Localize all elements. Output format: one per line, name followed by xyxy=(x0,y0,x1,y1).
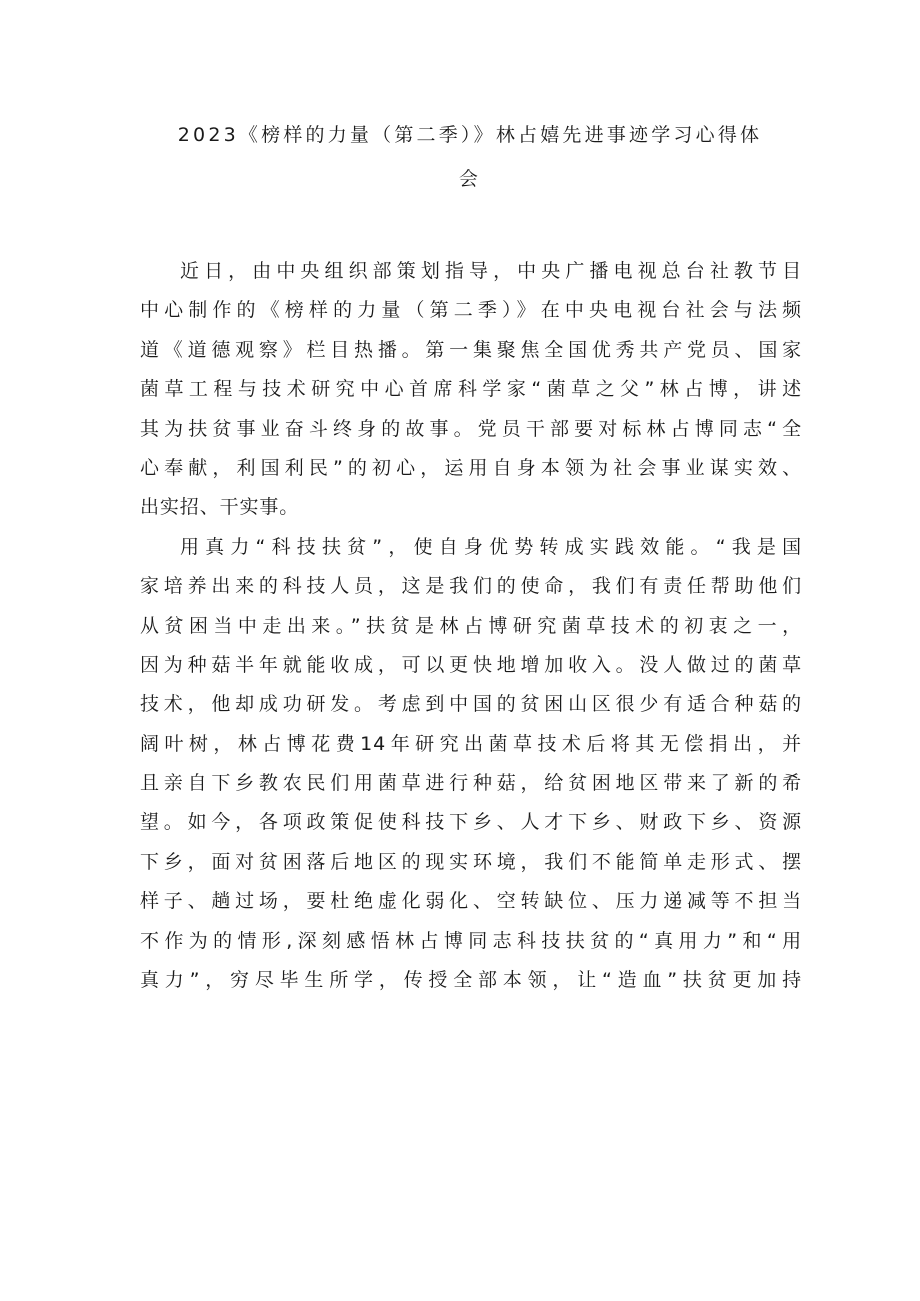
document-title xyxy=(140,113,800,201)
paragraph-line: 菌草工程与技术研究中心首席科学家“菌草之父”林占博，讲述 xyxy=(140,378,802,401)
paragraph-line: 因为种菇半年就能收成，可以更快地增加收入。没人做过的菌草 xyxy=(140,653,802,676)
paragraph-line: 出实招、干实事。 xyxy=(140,496,300,519)
paragraph-line: 道《道德观察》栏目热播。第一集聚焦全国优秀共产党员、国家 xyxy=(140,338,802,361)
paragraph-2 xyxy=(140,528,802,1001)
paragraph-line: 技术，他却成功研发。考虑到中国的贫困山区很少有适合种菇的 xyxy=(140,693,802,716)
paragraph-line: 真力”，穷尽毕生所学，传授全部本领，让“造血”扶贫更加持 xyxy=(140,969,802,992)
paragraph-line: 其为扶贫事业奋斗终身的故事。党员干部要对标林占博同志“全 xyxy=(140,417,802,440)
paragraph-line: 阔叶树，林占博花费14年研究出菌草技术后将其无偿捐出，并 xyxy=(140,732,802,755)
paragraph-line: 下乡，面对贫困落后地区的现实环境，我们不能简单走形式、摆 xyxy=(140,850,802,873)
paragraph-line: 且亲自下乡教农民们用菌草进行种菇，给贫困地区带来了新的希 xyxy=(140,772,802,795)
paragraph-line: 不作为的情形,深刻感悟林占博同志科技扶贫的“真用力”和“用 xyxy=(140,929,802,952)
paragraph-line: 从贫困当中走出来。”扶贫是林占博研究菌草技术的初衷之一， xyxy=(140,614,802,637)
paragraph-line: 心奉献，利国利民”的初心，运用自身本领为社会事业谋实效、 xyxy=(140,456,802,479)
paragraph-line: 中心制作的《榜样的力量（第二季）》在中央电视台社会与法频 xyxy=(140,299,802,322)
paragraph-line: 样子、趟过场，要杜绝虚化弱化、空转缺位、压力递减等不担当 xyxy=(140,890,802,913)
paragraph-line: 用真力“科技扶贫”，使自身优势转成实践效能。“我是国 xyxy=(180,535,802,558)
document-body xyxy=(140,252,802,1000)
paragraph-line: 家培养出来的科技人员，这是我们的使命，我们有责任帮助他们 xyxy=(140,575,802,598)
paragraph-1 xyxy=(140,252,802,528)
paragraph-line: 望。如今，各项政策促使科技下乡、人才下乡、财政下乡、资源 xyxy=(140,811,802,834)
paragraph-line: 近日，由中央组织部策划指导，中央广播电视总台社教节目 xyxy=(180,260,802,282)
title-line-2: 会 xyxy=(458,168,482,190)
title-line-1: 2023《榜样的力量（第二季）》林占嬉先进事迹学习心得体 xyxy=(177,124,763,146)
